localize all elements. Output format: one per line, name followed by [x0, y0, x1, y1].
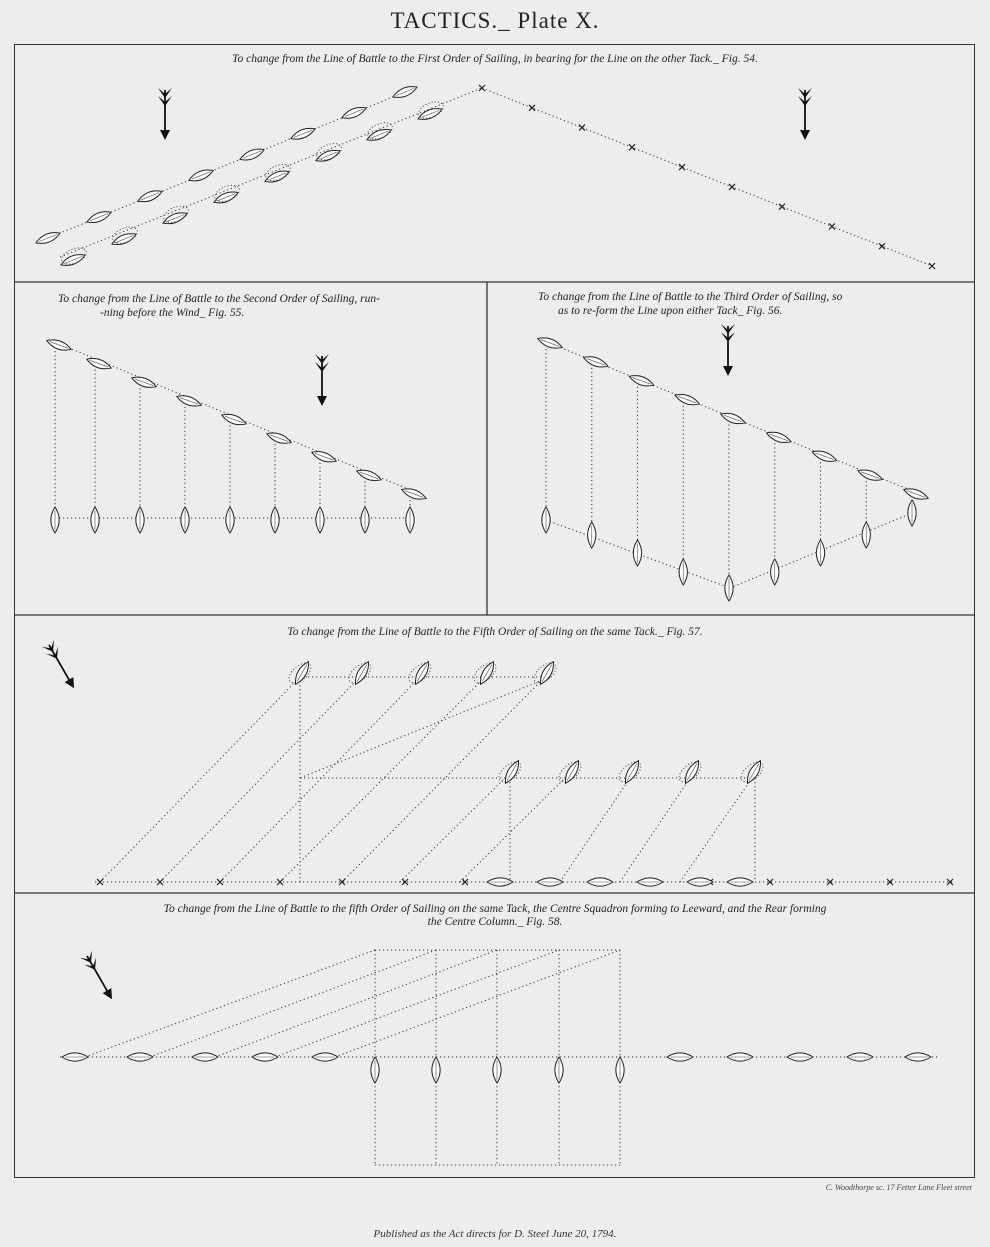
fig57-diagonal-track [280, 677, 485, 882]
fig54-ship [187, 167, 214, 184]
fig58-ship-centre-column [616, 1057, 624, 1083]
fig56-ship-bow-line [908, 500, 916, 526]
fig54-station-cross [579, 125, 585, 131]
wind-arrows [42, 88, 812, 1003]
arrow-head [160, 130, 170, 140]
fig55-ship [265, 430, 292, 447]
fig55-ship [220, 411, 247, 428]
fig54-station-cross [679, 164, 685, 170]
fig55-ship-running [91, 507, 99, 533]
fig58-ship-rear [192, 1053, 218, 1061]
arrow-head [800, 130, 810, 140]
plate-title: TACTICS._ Plate X. [390, 8, 600, 33]
fig54-station-cross [629, 144, 635, 150]
fig57-ship-line [637, 878, 663, 886]
fig54-ship [136, 188, 163, 205]
sailing-lines [48, 88, 952, 1165]
station-marks [97, 85, 953, 885]
fig54-ship [34, 229, 61, 246]
fig58-diagonal-track [335, 950, 620, 1057]
fig55-ship [130, 374, 157, 391]
fig58-diagonal-track [150, 950, 436, 1057]
fig54-station-cross [529, 105, 535, 111]
fig56-ship [719, 410, 746, 427]
fig57-wind-arrow [42, 640, 80, 692]
ships [34, 83, 931, 1083]
panel-dividers [14, 282, 975, 893]
fig55-ship-running [226, 507, 234, 533]
fig57-ship-line [587, 878, 613, 886]
fig57-station-cross [97, 879, 103, 885]
fig57-station-cross [217, 879, 223, 885]
fig56-ship [765, 429, 792, 446]
fig55-ship-running [181, 507, 189, 533]
fig56-ship [857, 467, 884, 484]
fig55-caption-line1: To change from the Line of Battle to the Second Order of Sailing, run- [58, 293, 380, 305]
fig58-diagonal-track [275, 950, 559, 1057]
fig57-diagonal-track [100, 677, 300, 882]
fig57-ship-line [727, 878, 753, 886]
arrow-head [103, 988, 117, 1002]
fig54-ship [85, 208, 112, 225]
fig58-ship-van [787, 1053, 813, 1061]
fig57-ship-line [537, 878, 563, 886]
fig57-diagonal-track [400, 778, 505, 882]
fig55-ship-running [271, 507, 279, 533]
fig56-ship-bow-line [542, 507, 550, 533]
fig56-ship-bow-line [771, 559, 779, 585]
fig54-other-tack-line [482, 88, 932, 266]
fig54-ship [340, 104, 367, 121]
fig54-ship [110, 230, 137, 247]
fig54-station-cross [729, 184, 735, 190]
fig55-caption-line2: -ning before the Wind_ Fig. 55. [100, 307, 245, 319]
fig56-wind-arrow [721, 324, 735, 376]
fig58-wind-arrow [80, 951, 118, 1003]
fig58-caption-line1: To change from the Line of Battle to the fifth Order of Sailing on the same Tack, the Centre Squadron forming to Leeward, and the Rear forming [163, 903, 827, 915]
fig58-ship-centre-column [555, 1057, 563, 1083]
fig58-diagonal-track [215, 950, 497, 1057]
fig57-diagonal-track [620, 778, 690, 882]
fig58-ship-van [847, 1053, 873, 1061]
publication-imprint: Published as the Act directs for D. Steel June 20, 1794. [373, 1228, 617, 1240]
fig54-ship [161, 210, 188, 227]
fig56-ship [811, 448, 838, 465]
fig55-ship [310, 448, 337, 465]
fig54-ship [212, 189, 239, 206]
fig55-ship-running [136, 507, 144, 533]
fig56-ship [582, 354, 609, 371]
fig56-ship-bow-line [725, 575, 733, 601]
fig58-ship-rear [127, 1053, 153, 1061]
fig55-ship-running [51, 507, 59, 533]
fig56-ship [674, 391, 701, 408]
fig54-ship [59, 251, 86, 268]
fig55-ship [355, 467, 382, 484]
fig58-ship-van [905, 1053, 931, 1061]
fig57-station-cross [157, 879, 163, 885]
fig54-station-cross [479, 85, 485, 91]
fig55-ship [400, 486, 427, 503]
fig54-wind-arrow [158, 88, 172, 140]
fig57-ship-line [687, 878, 713, 886]
fig55-wind-arrow [315, 354, 329, 406]
fig58-ship-van [727, 1053, 753, 1061]
fig54-caption: To change from the Line of Battle to the First Order of Sailing, in bearing for the Line on the other Tack._ Fig. 54. [232, 53, 758, 65]
fig56-ship-bow-line [862, 522, 870, 548]
fig54-line-of-battle [60, 88, 482, 257]
fig55-ship [175, 393, 202, 410]
fig58-ship-van [667, 1053, 693, 1061]
fig54-ship [289, 125, 316, 142]
fig57-cross-diagonal [300, 677, 550, 778]
fig57-diagonal-track [560, 778, 630, 882]
fig55-ship-running [316, 507, 324, 533]
fig55-ship-running [361, 507, 369, 533]
fig56-caption-line1: To change from the Line of Battle to the Third Order of Sailing, so [538, 291, 843, 303]
fig54-ship [416, 105, 443, 122]
fig54-station-cross [879, 243, 885, 249]
fig57-diagonal-track [220, 677, 420, 882]
fig54-ship [365, 126, 392, 143]
fig58-ship-rear [62, 1053, 88, 1061]
engraver-credit: C. Woodthorpe sc. 17 Fetter Lane Fleet street [825, 1183, 972, 1192]
fig54-ship [238, 146, 265, 163]
fig55-ship [85, 355, 112, 372]
fig58-caption-line2: the Centre Column._ Fig. 58. [427, 916, 563, 928]
fig54-station-cross [829, 223, 835, 229]
fig54-wind-arrow [798, 88, 812, 140]
fig54-ship [263, 168, 290, 185]
fig58-ship-rear [252, 1053, 278, 1061]
fig56-ship-bow-line [633, 540, 641, 566]
fig56-ship-bow-line [816, 540, 824, 566]
arrow-head [723, 366, 733, 376]
fig57-caption: To change from the Line of Battle to the Fifth Order of Sailing on the same Tack._ Fig. 57. [287, 626, 703, 638]
fig58-ship-rear [312, 1053, 338, 1061]
fig58-ship-centre-column [432, 1057, 440, 1083]
fig54-station-cross [929, 263, 935, 269]
fig54-ship [391, 83, 418, 100]
fig56-ship-bow-line [679, 559, 687, 585]
fig56-ship-bow-line [588, 522, 596, 548]
fig55-ship-running [406, 507, 414, 533]
fig57-diagonal-track [460, 778, 565, 882]
fig56-ship [902, 486, 929, 503]
fig54-station-cross [779, 204, 785, 210]
fig57-station-cross [277, 879, 283, 885]
fig56-ship [628, 372, 655, 389]
fig58-ship-centre-column [493, 1057, 501, 1083]
fig57-diagonal-track [680, 778, 752, 882]
fig57-diagonal-track [160, 677, 360, 882]
fig57-diagonal-track [342, 677, 545, 882]
fig56-ship [536, 335, 563, 352]
fig55-ship [45, 337, 72, 354]
fig58-diagonal-track [85, 950, 375, 1057]
arrow-head [65, 677, 79, 691]
arrow-head [317, 396, 327, 406]
fig58-ship-centre-column [371, 1057, 379, 1083]
fig56-caption-line2: as to re-form the Line upon either Tack_ Fig. 56. [558, 305, 783, 317]
fig57-ship-line [487, 878, 513, 886]
